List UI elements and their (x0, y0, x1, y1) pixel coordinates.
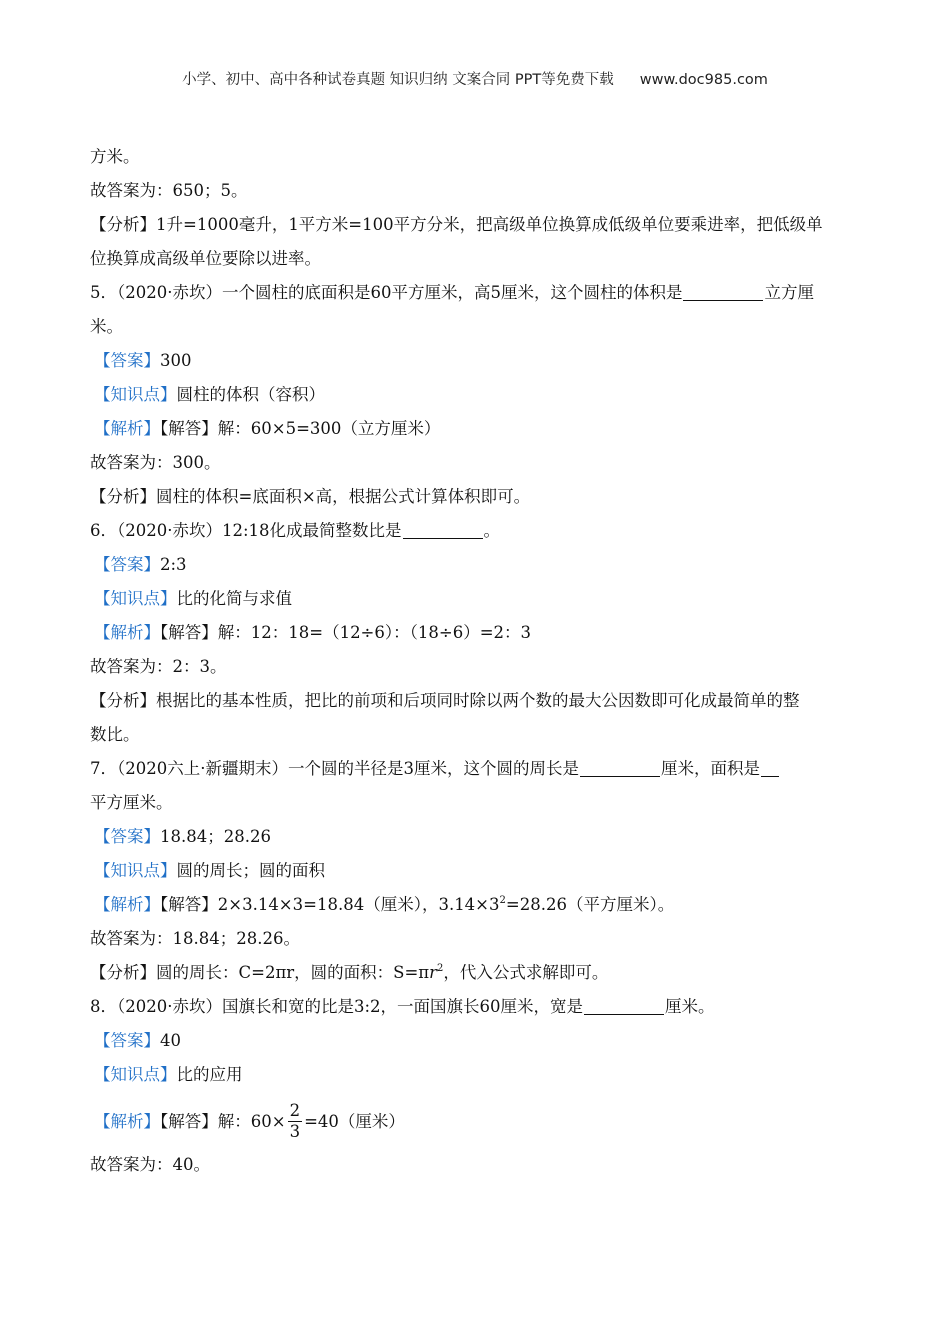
q8-stem: 8．（2020·赤坎）国旗长和宽的比是3:2，一面国旗长60厘米，宽是 厘米。 (90, 990, 860, 1024)
fraction: $\frac{2}{3}$ (289, 1101, 301, 1141)
explain-tag: 【解析】 (94, 419, 160, 438)
answer-blank (761, 756, 779, 777)
q5-result: 故答案为：300。 (90, 453, 221, 472)
answer-tag: 【答案】 (94, 827, 160, 846)
q8-knowledge: 【知识点】比的应用 (94, 1065, 243, 1084)
header-text: 小学、初中、高中各种试卷真题 知识归纳 文案合同 PPT等免费下载 (182, 72, 614, 88)
explain-tag: 【解析】 (94, 1112, 160, 1131)
q6-analysis-line-2: 数比。 (90, 725, 140, 744)
q5-stem: 5．（2020·赤坎）一个圆柱的底面积是60平方厘米，高5厘米，这个圆柱的体积是 立方厘 (90, 276, 860, 310)
q5-knowledge: 【知识点】圆柱的体积（容积） (94, 385, 325, 404)
analysis-tag: 【分析】 (90, 691, 156, 710)
q5-explain: 【解析】【解答】解：60×5=300（立方厘米） (94, 419, 441, 438)
q7-result: 故答案为：18.84；28.26。 (90, 929, 300, 948)
q5-analysis: 【分析】圆柱的体积=底面积×高，根据公式计算体积即可。 (90, 487, 531, 506)
q8-explain: 【解析】【解答】解：60× $\frac{2}{3}$ =40（厘米） (94, 1101, 405, 1141)
q7-stem: 7．（2020六上·新疆期末）一个圆的半径是3厘米，这个圆的周长是 厘米，面积是 (90, 752, 860, 786)
q7-stem-cont: 平方厘米。 (90, 793, 173, 812)
answer-blank (683, 280, 763, 301)
q6-explain: 【解析】【解答】解：12：18=（12÷6）：（18÷6）=2：3 (94, 623, 532, 642)
answer-tag: 【答案】 (94, 351, 160, 370)
q6-result: 故答案为：2：3。 (90, 657, 227, 676)
q7-explain: 【解析】【解答】2×3.14×3=18.84（厘米），$3.14\times 3^2=28.26$（平方厘米）。 (94, 895, 675, 914)
answer-tag: 【答案】 (94, 1031, 160, 1050)
document-body (90, 140, 860, 1182)
q6-answer: 【答案】2:3 (94, 555, 187, 574)
q6-stem: 6．（2020·赤坎）12:18化成最简整数比是 。 (90, 514, 860, 548)
analysis-tag: 【分析】 (90, 487, 156, 506)
q5-stem-cont: 米。 (90, 317, 123, 336)
q7-answer: 【答案】18.84；28.26 (94, 827, 271, 846)
prev-tail: 方米。 (90, 147, 140, 166)
analysis-tag: 【分析】 (90, 215, 156, 234)
q6-analysis-line-1: 【分析】根据比的基本性质，把比的前项和后项同时除以两个数的最大公因数即可化成最简单的整 (90, 691, 800, 710)
knowledge-tag: 【知识点】 (94, 861, 177, 880)
page-header (0, 68, 950, 89)
q7-analysis: 【分析】圆的周长：C=2πr，圆的面积：$S=\pi r^2$，代入公式求解即可。 (90, 963, 609, 982)
analysis-tag: 【分析】 (90, 963, 156, 982)
answer-tag: 【答案】 (94, 555, 160, 574)
q8-result: 故答案为：40。 (90, 1155, 210, 1174)
prev-analysis-line-2: 位换算成高级单位要除以进率。 (90, 249, 321, 268)
answer-blank (580, 756, 660, 777)
answer-blank (403, 518, 483, 539)
header-url[interactable]: www.doc985.com (639, 72, 768, 88)
q8-answer: 【答案】40 (94, 1031, 181, 1050)
q5-answer: 【答案】300 (94, 351, 192, 370)
answer-blank (584, 994, 664, 1015)
knowledge-tag: 【知识点】 (94, 589, 177, 608)
q6-knowledge: 【知识点】比的化简与求值 (94, 589, 292, 608)
q7-knowledge: 【知识点】圆的周长；圆的面积 (94, 861, 325, 880)
explain-tag: 【解析】 (94, 623, 160, 642)
explain-tag: 【解析】 (94, 895, 160, 914)
knowledge-tag: 【知识点】 (94, 385, 177, 404)
prev-result: 故答案为：650；5。 (90, 181, 248, 200)
prev-analysis-line-1: 【分析】1升=1000毫升，1平方米=100平方分米，把高级单位换算成低级单位要乘进率，把低级单 (90, 215, 823, 234)
knowledge-tag: 【知识点】 (94, 1065, 177, 1084)
